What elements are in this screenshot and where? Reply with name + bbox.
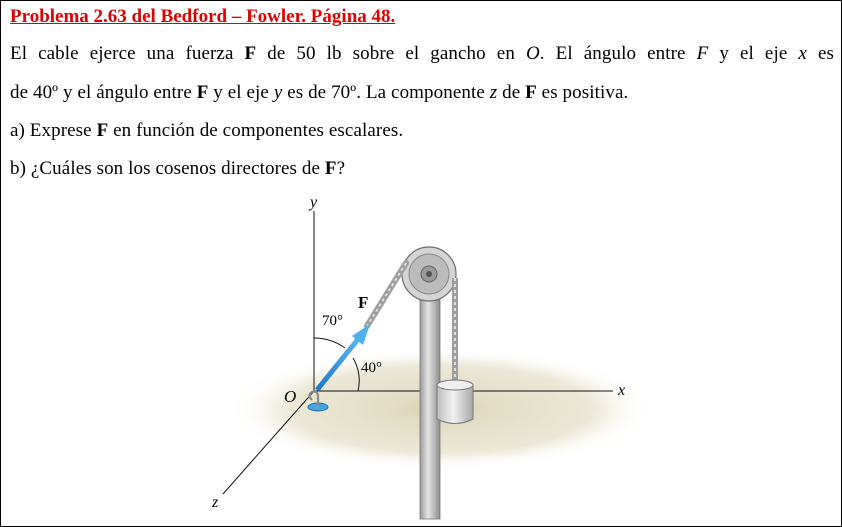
variable-symbol: y: [273, 82, 283, 103]
text-segment: es de 70º. La componente: [282, 82, 490, 103]
vector-symbol: F: [525, 82, 537, 103]
weight-top: [437, 380, 473, 390]
angle-label-70: 70°: [322, 313, 343, 329]
variable-symbol: z: [489, 82, 498, 103]
text-segment: y el eje: [208, 82, 274, 103]
vector-symbol: F: [196, 82, 209, 103]
x-axis-label: x: [618, 382, 626, 399]
weight-block: [437, 385, 473, 424]
variable-symbol: x: [798, 43, 807, 64]
text-segment: es positiva.: [536, 82, 629, 103]
angle-arc-70: [314, 338, 345, 348]
problem-title: Problema 2.63 del Bedford – Fowler. Página 48.: [10, 6, 396, 27]
statement-line-2: [10, 82, 628, 104]
text-segment: es: [806, 43, 835, 64]
origin-label: O: [284, 387, 297, 406]
vector-symbol: F: [96, 120, 109, 141]
text-segment: b) ¿Cuáles son los cosenos directores de: [10, 158, 325, 179]
text-segment: en función de componentes escalares.: [108, 120, 404, 141]
z-axis-label: z: [212, 494, 219, 511]
text-segment: de 40º y el ángulo entre: [10, 82, 197, 103]
vector-symbol: F: [324, 158, 337, 179]
angle-label-40: 40°: [361, 360, 382, 376]
text-segment: y el eje: [708, 43, 799, 64]
text-segment: a) Exprese: [10, 120, 97, 141]
text-segment: de: [497, 82, 526, 103]
force-label: F: [358, 293, 369, 312]
text-segment: . El ángulo entre: [539, 43, 697, 64]
y-axis-label: y: [310, 194, 318, 211]
pulley-axle: [426, 271, 432, 277]
vector-symbol: F: [244, 43, 257, 64]
variable-symbol: F: [696, 43, 709, 64]
question-b: [10, 158, 345, 180]
text-segment: de 50 lb sobre el gancho en: [256, 43, 526, 64]
statement-line-1: [10, 43, 834, 65]
variable-symbol: O: [525, 43, 540, 64]
text-segment: El cable ejerce una fuerza: [10, 43, 245, 64]
force-figure: [1, 191, 842, 526]
text-segment: ?: [336, 158, 346, 179]
question-a: [10, 120, 403, 142]
